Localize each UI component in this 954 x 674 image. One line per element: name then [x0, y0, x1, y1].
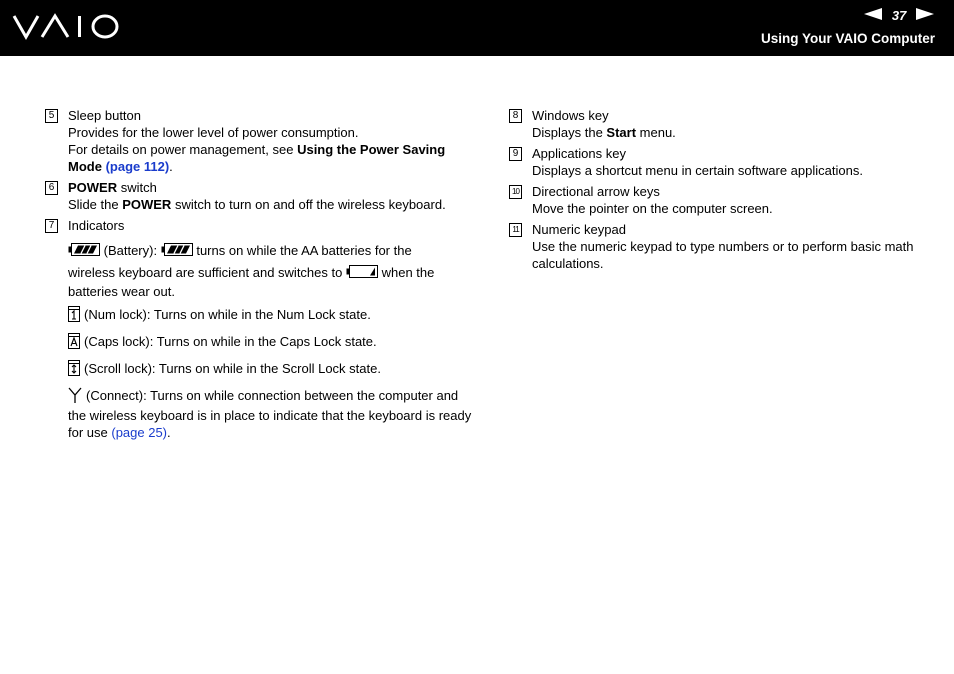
item-number: 11 [509, 223, 522, 237]
battery-label: (Battery): [103, 243, 158, 258]
bold-text: POWER [68, 180, 118, 195]
item-number: 10 [509, 185, 522, 199]
text: batteries wear out. [68, 284, 175, 300]
text: Slide the [68, 197, 123, 212]
text: menu. [636, 125, 676, 140]
item-title: Sleep button [68, 108, 142, 123]
text: (Scroll lock): Turns on while in the Scroll Lock state. [84, 361, 381, 377]
item-number: 9 [509, 147, 522, 161]
text: (Num lock): Turns on while in the Num Lock state. [84, 307, 371, 323]
bold-text: Start [606, 125, 637, 140]
scroll-lock-icon [68, 360, 80, 380]
bold-text: Using the Power Saving Mode [68, 142, 446, 174]
item-title: Numeric keypad [532, 222, 626, 237]
bold-text: POWER [122, 197, 172, 212]
left-arrow-icon[interactable] [864, 8, 882, 23]
antenna-icon [68, 387, 82, 407]
section-title: Using Your VAIO Computer [760, 31, 935, 46]
item-sleep-button [45, 107, 475, 175]
item-title [68, 179, 475, 196]
item-desc-2 [68, 141, 475, 175]
right-arrow-icon[interactable] [916, 8, 934, 23]
text: wireless keyboard are sufficient and switches to [68, 265, 343, 281]
caps-lock-indicator [68, 333, 475, 353]
item-desc [532, 124, 919, 141]
text: (Connect): Turns on while connection between the computer and the wireless keyboard is in place to indicate that the keyboard is ready for use [68, 388, 472, 441]
item-desc: Displays a shortcut menu in certain software applications. [532, 163, 863, 178]
text: Displays the [532, 125, 607, 140]
text: . [169, 159, 173, 174]
text: (Caps lock): Turns on while in the Caps Lock state. [84, 334, 377, 350]
num-lock-icon [68, 306, 80, 326]
item-desc: Move the pointer on the computer screen. [532, 201, 773, 216]
battery-full-icon [68, 241, 100, 262]
item-indicators [45, 217, 475, 441]
battery-low-icon [346, 263, 378, 284]
page-link[interactable]: (page 25) [111, 425, 168, 441]
page-number: 37 [891, 8, 907, 24]
text: For details on power management, see [68, 142, 298, 157]
item-title: Indicators [68, 218, 125, 233]
item-number: 8 [509, 109, 522, 123]
scroll-lock-indicator [68, 360, 475, 380]
text: turns on while the AA batteries for the [196, 243, 412, 258]
text: switch [117, 180, 157, 195]
caps-lock-icon [68, 333, 80, 353]
item-title: Windows key [532, 108, 609, 123]
num-lock-indicator [68, 306, 475, 326]
item-desc: Provides for the lower level of power consumption. [68, 125, 359, 140]
page-navigation [864, 7, 934, 23]
battery-indicator [68, 240, 475, 299]
vaio-logo [12, 13, 120, 44]
item-numeric-keypad [509, 221, 919, 272]
item-applications-key [509, 145, 919, 179]
item-power-switch [45, 179, 475, 213]
battery-full-icon [161, 241, 193, 262]
item-title: Applications key [532, 146, 626, 161]
left-column [45, 107, 475, 445]
item-title: Directional arrow keys [532, 184, 660, 199]
page-header [0, 0, 954, 56]
text: switch to turn on and off the wireless keyboard. [171, 197, 446, 212]
item-arrow-keys [509, 183, 919, 217]
text: when the [381, 265, 435, 281]
item-number: 5 [45, 109, 58, 123]
right-column [509, 107, 919, 276]
item-desc [68, 196, 475, 213]
text: . [167, 425, 171, 441]
connect-indicator [68, 387, 475, 441]
item-number: 6 [45, 181, 58, 195]
page-link[interactable]: (page 112) [105, 159, 170, 174]
item-desc: Use the numeric keypad to type numbers or to perform basic math calculations. [532, 239, 914, 271]
item-windows-key [509, 107, 919, 141]
item-number: 7 [45, 219, 58, 233]
